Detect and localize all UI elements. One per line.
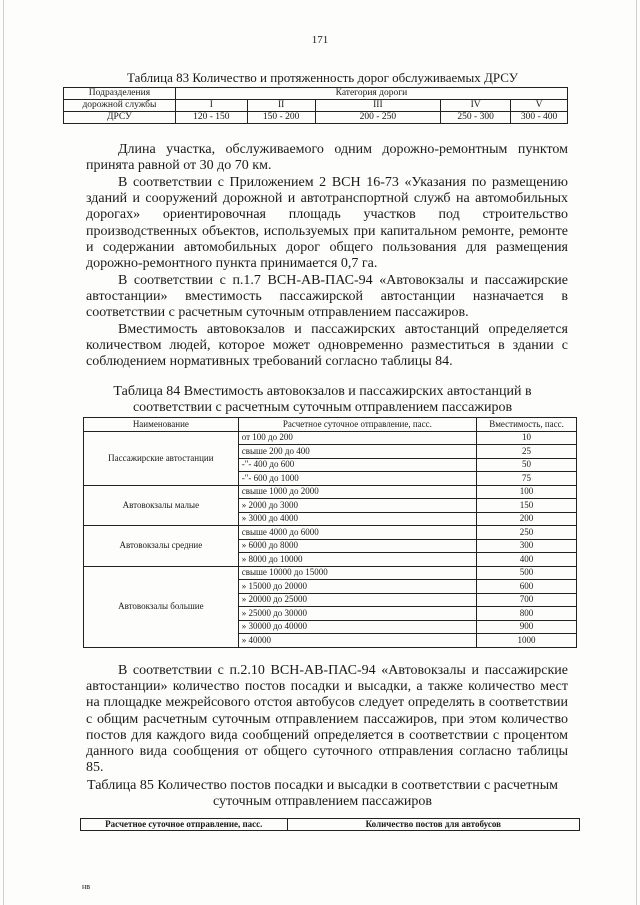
- paragraph-5: В соответствии с п.2.10 ВСН-АВ-ПАС-94 «Автовокзалы и пассажирские автостанции» количество постов посадки и высадки, а также количество мест на площадке межрейсового отстоя автобусов следует определять в соответствии с общим расчетным суточным отправлением пассажиров, при этом количество постов для каждого вида сообщений определяется в соответствии с процентом данного вида сообщения от общего суточного отправления согласно таблицы 85.: [86, 663, 568, 776]
- table84-group-name: Автовокзалы средние: [84, 526, 239, 567]
- table-row: [64, 112, 568, 124]
- table84-capacity: 250: [477, 526, 577, 540]
- table84: [83, 417, 577, 648]
- right-page-edge: [636, 0, 637, 905]
- table83-caption-text: Таблица 83 Количество и протяженность дорог обслуживаемых ДРСУ: [127, 70, 518, 85]
- footer-mark: нв: [82, 882, 91, 891]
- table84-caption-line2: соответствии с расчетным суточным отправлением пассажиров: [132, 400, 513, 415]
- table84-flow: свыше 4000 до 6000: [238, 526, 476, 540]
- table84-flow: » 30000 до 40000: [238, 620, 476, 634]
- table84-capacity: 900: [477, 620, 577, 634]
- table85-header-posts: Количество постов для автобусов: [287, 819, 579, 831]
- paragraph-4: Вместимость автовокзалов и пассажирских автостанций определяется количеством людей, которое может одновременно разместиться в здании с соблюдением нормативных требований согласно таблицы 84.: [86, 322, 568, 370]
- table83-header-unit-line1: Подразделения: [64, 88, 176, 100]
- table84-capacity: 500: [477, 566, 577, 580]
- table83-header-unit-line2: дорожной службы: [64, 100, 176, 112]
- table84-capacity: 1000: [477, 634, 577, 648]
- table83-value: 200 - 250: [315, 112, 441, 124]
- table84-group-name: Автовокзалы малые: [84, 485, 239, 526]
- table84-flow: свыше 1000 до 2000: [238, 485, 476, 499]
- table85-caption-line2: суточным отправлением пассажиров: [212, 794, 433, 809]
- paragraph-1: Длина участка, обслуживаемого одним дорожно-ремонтным пунктом принята равной от 30 до 70 км.: [86, 142, 568, 174]
- table83-value: 150 - 200: [247, 112, 315, 124]
- table83-row-name: ДРСУ: [64, 112, 176, 124]
- table84-caption: [60, 384, 585, 416]
- table84-capacity: 800: [477, 607, 577, 621]
- table84-capacity: 50: [477, 458, 577, 472]
- table85-caption-line1: Таблица 85 Количество постов посадки и высадки в соответствии с расчетным: [87, 778, 558, 793]
- left-page-edge: [3, 0, 4, 905]
- paragraph-3: В соответствии с п.1.7 ВСН-АВ-ПАС-94 «Автовокзалы и пассажирские автостанции» вместимость пассажирской автостанции назначается в соответствии с расчетным суточным отправлением пассажиров.: [86, 273, 568, 321]
- table84-capacity: 10: [477, 431, 577, 445]
- table83-category: III: [315, 100, 441, 112]
- table83-header-category: Категория дороги: [175, 88, 567, 100]
- table83-caption: [60, 70, 585, 85]
- table84-caption-line1: Таблица 84 Вместимость автовокзалов и пассажирских автостанций в: [113, 384, 532, 399]
- table83-category: IV: [441, 100, 511, 112]
- table83-category: II: [247, 100, 315, 112]
- table84-flow: » 25000 до 30000: [238, 607, 476, 621]
- table84-group-name: Пассажирские автостанции: [84, 431, 239, 485]
- table84-flow: » 2000 до 3000: [238, 499, 476, 513]
- table84-flow: » 6000 до 8000: [238, 539, 476, 553]
- table84-header-capacity: Вместимость, пасс.: [477, 418, 577, 432]
- table83-value: 250 - 300: [441, 112, 511, 124]
- table84-flow: » 20000 до 25000: [238, 593, 476, 607]
- table84-capacity: 400: [477, 553, 577, 567]
- table84-capacity: 200: [477, 512, 577, 526]
- table84-capacity: 25: [477, 445, 577, 459]
- table83-category: V: [511, 100, 568, 112]
- table84-flow: -"- 600 до 1000: [238, 472, 476, 486]
- table84-header-name: Наименование: [84, 418, 239, 432]
- table84-capacity: 300: [477, 539, 577, 553]
- table-row: [84, 566, 577, 580]
- table-row: [84, 485, 577, 499]
- table84-flow: от 100 до 200: [238, 431, 476, 445]
- table84-group-name: Автовокзалы большие: [84, 566, 239, 647]
- table84-header-flow: Расчетное суточное отправление, пасс.: [238, 418, 476, 432]
- table84-flow: » 8000 до 10000: [238, 553, 476, 567]
- table83: [63, 87, 568, 124]
- table83-category: I: [175, 100, 247, 112]
- table84-capacity: 700: [477, 593, 577, 607]
- table85-header-flow: Расчетное суточное отправление, пасс.: [81, 819, 288, 831]
- table84-flow: свыше 10000 до 15000: [238, 566, 476, 580]
- table84-capacity: 150: [477, 499, 577, 513]
- table84-flow: свыше 200 до 400: [238, 445, 476, 459]
- table84-flow: » 3000 до 4000: [238, 512, 476, 526]
- table85: [80, 818, 580, 831]
- table-row: [84, 431, 577, 445]
- table-row: [84, 526, 577, 540]
- table84-capacity: 100: [477, 485, 577, 499]
- paragraph-2: В соответствии с Приложением 2 ВСН 16-73 «Указания по размещению зданий и сооружений дорожной и автотранспортной служб на автомобильных дорогах» ориентировочная площадь участков под строительство производственных объектов, используемых при капитальном ремонте, ремонте и содержании автомобильных дорог общего пользования для размещения дорожно-ремонтного пункта принимается 0,7 га.: [86, 175, 568, 272]
- table85-caption: [60, 778, 585, 810]
- table84-capacity: 75: [477, 472, 577, 486]
- table84-capacity: 600: [477, 580, 577, 594]
- page-number: 171: [311, 34, 329, 46]
- table84-flow: -"- 400 до 600: [238, 458, 476, 472]
- table83-value: 300 - 400: [511, 112, 568, 124]
- table84-flow: » 40000: [238, 634, 476, 648]
- table84-flow: » 15000 до 20000: [238, 580, 476, 594]
- table83-value: 120 - 150: [175, 112, 247, 124]
